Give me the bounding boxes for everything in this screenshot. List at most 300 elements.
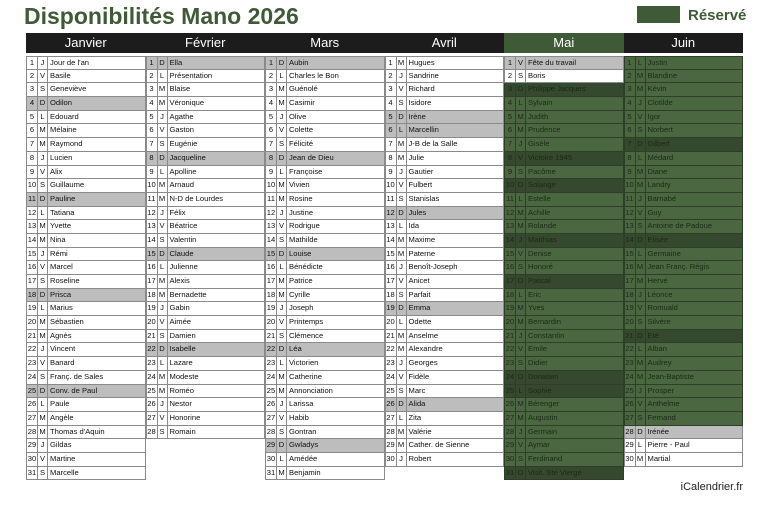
weekday-letter: M [397,330,407,343]
weekday-letter: M [158,83,168,96]
saint-name: Fidèle [408,371,430,381]
weekday-letter: D [158,248,168,261]
day-number: 6 [386,124,397,137]
saint-name: Banard [50,358,75,368]
weekday-letter: D [277,152,287,165]
day-row [504,426,624,440]
day-row [265,124,385,138]
day-row [385,56,505,70]
weekday-letter: S [38,467,48,480]
saint-name: Igor [647,111,661,121]
weekday-letter: M [38,234,48,247]
saint-name: Matthias [528,234,557,244]
weekday-letter: D [516,83,526,96]
day-number: 22 [27,343,38,356]
weekday-letter: V [158,220,168,233]
day-number: 29 [266,439,277,452]
weekday-letter: M [277,289,287,302]
day-number: 17 [147,275,158,288]
weekday-letter: V [277,412,287,425]
day-row [504,234,624,248]
saint-name: Yvette [50,221,72,231]
day-row [265,439,385,453]
day-number: 18 [27,289,38,302]
saint-name: Zita [408,412,422,422]
day-number: 23 [266,357,277,370]
saint-name: N-D de Lourdes [169,193,224,203]
day-row [265,97,385,111]
day-row [146,97,266,111]
saint-name: Valentin [169,234,197,244]
weekday-letter: L [636,57,646,69]
day-row [504,289,624,303]
day-number: 10 [505,179,516,192]
weekday-letter: V [636,111,646,124]
day-row [26,70,146,84]
day-row [385,439,505,453]
day-number: 24 [27,371,38,384]
day-number: 20 [625,316,636,329]
day-row [265,412,385,426]
weekday-letter: V [38,453,48,466]
weekday-letter: M [38,124,48,137]
saint-name: Kévin [647,84,667,94]
saint-name: J-B de la Salle [408,139,458,149]
day-row [26,56,146,70]
day-row [504,385,624,399]
weekday-letter: D [516,275,526,288]
saint-name: Clémence [289,330,324,340]
weekday-letter: V [397,371,407,384]
day-row [146,70,266,84]
saint-name: Blandine [647,70,678,80]
day-row [265,138,385,152]
weekday-letter: M [158,179,168,192]
weekday-letter: J [38,343,48,356]
day-row [146,179,266,193]
day-row [385,357,505,371]
day-number: 15 [505,248,516,261]
day-row [265,289,385,303]
saint-name: Bénédicte [289,262,323,272]
weekday-letter: M [38,316,48,329]
month-header-1: Janvier [64,35,107,50]
day-number: 13 [147,220,158,233]
month-header-3: Mars [310,35,340,50]
saint-name: Agnès [50,330,72,340]
weekday-letter: J [516,426,526,439]
day-number: 4 [625,97,636,110]
weekday-letter: V [158,412,168,425]
day-row [146,302,266,316]
weekday-letter: M [516,412,526,425]
day-number: 12 [625,207,636,220]
weekday-letter: L [38,398,48,411]
saint-name: Franç. de Sales [50,371,104,381]
day-number: 24 [505,371,516,384]
day-row [265,248,385,262]
day-row [26,357,146,371]
day-row [146,124,266,138]
day-number: 16 [27,261,38,274]
weekday-letter: S [277,234,287,247]
weekday-letter: M [636,70,646,83]
weekday-letter: L [397,220,407,233]
weekday-letter: D [277,57,287,69]
day-number: 15 [266,248,277,261]
day-number: 8 [147,152,158,165]
day-number: 22 [505,343,516,356]
day-number: 29 [625,439,636,452]
day-number: 7 [266,138,277,151]
day-number: 21 [147,330,158,343]
day-number: 27 [505,412,516,425]
day-row [624,97,744,111]
day-row [385,412,505,426]
day-number: 18 [505,289,516,302]
day-row [146,275,266,289]
saint-name: Yves [528,303,545,313]
saint-name: Pierre - Paul [647,440,690,450]
day-number: 23 [386,357,397,370]
day-number: 1 [147,57,158,69]
weekday-letter: V [38,357,48,370]
day-number: 7 [27,138,38,151]
weekday-letter: D [516,467,526,480]
saint-name: Irénée [647,426,670,436]
day-number: 3 [27,83,38,96]
day-row [265,398,385,412]
weekday-letter: V [397,275,407,288]
weekday-letter: M [636,371,646,384]
day-number: 23 [505,357,516,370]
day-row [624,124,744,138]
weekday-letter: J [516,234,526,247]
month-column-2 [146,56,266,480]
day-number: 11 [266,193,277,206]
weekday-letter: S [636,412,646,425]
month-header-2: Février [185,35,226,50]
day-number: 7 [386,138,397,151]
saint-name: Gildas [50,440,72,450]
day-number: 9 [625,166,636,179]
saint-name: Jules [408,207,427,217]
day-row [265,220,385,234]
weekday-letter: J [397,453,407,466]
day-number: 3 [625,83,636,96]
day-row [146,426,266,440]
day-number: 8 [27,152,38,165]
weekday-letter: M [277,83,287,96]
day-number: 30 [505,453,516,466]
weekday-letter: M [277,371,287,384]
weekday-letter: M [516,316,526,329]
day-row [265,467,385,481]
day-number: 7 [505,138,516,151]
saint-name: Lazare [169,358,193,368]
saint-name: Diane [647,166,668,176]
weekday-letter: M [636,166,646,179]
weekday-letter: S [38,83,48,96]
month-columns [26,56,743,480]
saint-name: Julienne [169,262,198,272]
saint-name: Colette [289,125,314,135]
weekday-letter: D [277,439,287,452]
day-row [504,275,624,289]
saint-name: Benoît-Joseph [408,262,458,272]
day-number: 6 [27,124,38,137]
weekday-letter: S [516,357,526,370]
saint-name: Guénolé [289,84,318,94]
day-row [265,111,385,125]
saint-name: Romain [169,426,196,436]
day-number: 8 [625,152,636,165]
day-row [26,439,146,453]
weekday-letter: J [277,207,287,220]
day-row [624,426,744,440]
weekday-letter: D [158,57,168,69]
day-row [146,220,266,234]
day-row [385,179,505,193]
day-number: 23 [147,357,158,370]
saint-name: Marc [408,385,426,395]
day-number: 26 [147,398,158,411]
day-number: 2 [147,70,158,83]
saint-name: Benjamin [289,467,321,477]
saint-name: Justine [289,207,314,217]
saint-name: Vincent [50,344,76,354]
weekday-letter: J [38,248,48,261]
weekday-letter: D [397,111,407,124]
day-row [265,193,385,207]
weekday-letter: J [277,111,287,124]
saint-name: Solange [528,180,556,190]
day-row [385,207,505,221]
saint-name: Raymond [50,139,83,149]
weekday-letter: M [38,412,48,425]
day-row [504,371,624,385]
weekday-letter: L [277,357,287,370]
saint-name: Joseph [289,303,314,313]
month-column-3 [265,56,385,480]
day-row [26,193,146,207]
saint-name: Cyrille [289,289,311,299]
weekday-letter: D [397,302,407,315]
day-row [504,124,624,138]
day-row [265,56,385,70]
saint-name: Jean de Dieu [289,152,334,162]
day-number: 9 [386,166,397,179]
day-row [504,398,624,412]
weekday-letter: L [636,343,646,356]
weekday-letter: M [516,302,526,315]
weekday-letter: D [516,179,526,192]
weekday-letter: D [38,193,48,206]
day-row [146,357,266,371]
weekday-letter: S [397,289,407,302]
day-number: 11 [625,193,636,206]
day-row [624,152,744,166]
day-row [26,275,146,289]
saint-name: Rémi [50,248,68,258]
day-row [26,97,146,111]
weekday-letter: M [277,275,287,288]
weekday-letter: V [397,179,407,192]
day-row [385,330,505,344]
day-row [265,385,385,399]
weekday-letter: V [277,220,287,233]
day-number: 12 [386,207,397,220]
saint-name: Martial [647,453,671,463]
day-row [385,152,505,166]
saint-name: Lucien [50,152,73,162]
day-row [146,261,266,275]
day-row [265,179,385,193]
day-row [385,343,505,357]
saint-name: Larissa [289,399,314,409]
saint-name: Marcel [50,262,73,272]
day-row [26,343,146,357]
day-number: 15 [27,248,38,261]
saint-name: Léonce [647,289,673,299]
saint-name: Habib [289,412,309,422]
saint-name: Casimir [289,98,315,108]
weekday-letter: V [38,261,48,274]
day-row [265,316,385,330]
weekday-letter: L [277,70,287,83]
weekday-letter: S [158,138,168,151]
weekday-letter: L [277,453,287,466]
saint-name: Richard [408,84,435,94]
day-row [624,83,744,97]
weekday-letter: M [277,467,287,480]
day-number: 18 [386,289,397,302]
saint-name: Sophie [528,385,552,395]
day-row [385,248,505,262]
day-row [26,124,146,138]
weekday-letter: S [516,70,526,83]
weekday-letter: M [158,275,168,288]
weekday-letter: D [636,330,646,343]
saint-name: Aubin [289,58,309,67]
day-row [504,439,624,453]
day-number: 14 [147,234,158,247]
day-row [504,97,624,111]
day-number: 15 [386,248,397,261]
day-number: 21 [386,330,397,343]
saint-name: Antoine de Padoue [647,221,713,231]
weekday-letter: L [38,302,48,315]
day-row [26,453,146,467]
day-row [385,385,505,399]
day-number: 27 [147,412,158,425]
day-row [504,70,624,84]
weekday-letter: L [38,111,48,124]
day-row [504,152,624,166]
saint-name: Pauline [50,193,76,203]
day-row [26,220,146,234]
weekday-letter: S [277,330,287,343]
weekday-letter: J [516,138,526,151]
day-number: 5 [147,111,158,124]
day-row [265,343,385,357]
day-row [624,439,744,453]
day-row [624,111,744,125]
day-row [146,193,266,207]
day-number: 2 [27,70,38,83]
day-row [26,398,146,412]
day-number: 14 [266,234,277,247]
saint-name: Bernardin [528,317,561,327]
weekday-letter: L [636,248,646,261]
page-title: Disponibilités Mano 2026 [24,3,299,29]
saint-name: Modeste [169,371,199,381]
saint-name: Bérenger [528,399,560,409]
day-row [265,234,385,248]
day-number: 29 [386,439,397,452]
day-row [624,330,744,344]
saint-name: Sylvain [528,98,553,108]
saint-name: Charles le Bon [289,70,339,80]
saint-name: Guy [647,207,662,217]
day-row [385,193,505,207]
day-number: 1 [266,57,277,69]
day-row [624,193,744,207]
weekday-letter: L [277,261,287,274]
weekday-letter: M [158,289,168,302]
weekday-letter: V [636,302,646,315]
day-number: 8 [386,152,397,165]
weekday-letter: J [397,70,407,83]
day-row [504,453,624,467]
day-number: 19 [505,302,516,315]
day-row [504,412,624,426]
day-number: 11 [505,193,516,206]
saint-name: Présentation [169,70,213,80]
saint-name: Catherine [289,371,322,381]
month-header-6: Juin [671,35,696,50]
day-row [504,302,624,316]
weekday-letter: L [277,166,287,179]
saint-name: Eric [528,289,542,299]
weekday-letter: M [516,111,526,124]
saint-name: Justin [647,58,668,67]
day-number: 25 [625,385,636,398]
day-row [26,467,146,481]
day-number: 6 [266,124,277,137]
weekday-letter: M [397,138,407,151]
saint-name: Estelle [528,193,551,203]
day-number: 27 [266,412,277,425]
day-row [146,289,266,303]
day-row [26,385,146,399]
saint-name: Irène [408,111,426,121]
saint-name: Rodrigue [289,221,320,231]
saint-name: Félicité [289,139,314,149]
day-number: 2 [386,70,397,83]
saint-name: Anthelme [647,399,680,409]
day-number: 28 [266,426,277,439]
saint-name: Landry [647,180,671,190]
saint-name: Prisca [50,289,72,299]
weekday-letter: S [158,426,168,439]
saint-name: Arnaud [169,180,194,190]
weekday-letter: D [158,343,168,356]
day-number: 10 [386,179,397,192]
day-number: 7 [147,138,158,151]
saint-name: Françoise [289,166,323,176]
saint-name: Eté [647,330,659,340]
